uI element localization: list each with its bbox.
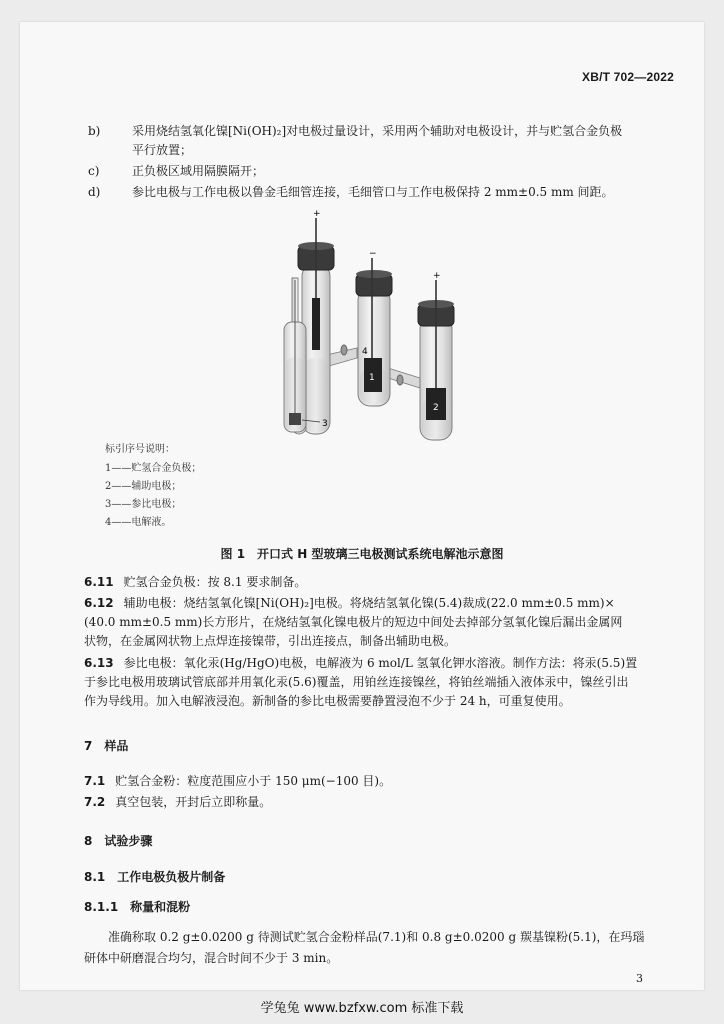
paragraph-8-1-1 [84,927,650,969]
clause-6-12 [84,594,650,651]
paragraph-line: 准确称取 0.2 g±0.0200 g 待测试贮氢合金粉样品(7.1)和 0.8 g±0.0200 g 羰基镍粉(5.1)，在玛瑙 [108,930,645,944]
section-8-1-heading [84,868,225,885]
callout-1: 1 [369,373,375,383]
legend-item: 1——贮氢合金负极； [105,463,202,474]
callout-4: 4 [362,347,368,357]
list-text-line: 平行放置； [132,143,193,157]
clause-text: (40.0 mm±0.5 mm)长方形片，在烧结氢氧化镍电极片的短边中间处去掉部分氢氧化镍后漏出金属网 [84,615,623,629]
heading-text: 工作电极负极片制备 [117,870,226,884]
heading-text: 称量和混粉 [130,900,191,914]
heading-number: 7 [84,739,93,753]
list-mark: d) [88,185,101,199]
list-mark: c) [88,164,100,178]
figure-caption: 图 1 开口式 H 型玻璃三电极测试系统电解池示意图 [220,547,504,561]
page-number: 3 [636,972,643,985]
section-8-1-1-heading [84,898,190,915]
list-mark: b) [88,124,101,138]
callout-3: 3 [322,419,328,429]
minus-sign-middle: − [369,249,377,259]
clause-text: 参比电极：氧化汞(Hg/HgO)电极，电解液为 6 mol/L 氢氧化钾水溶液。制作方法：将汞(5.5)置 [123,656,638,670]
heading-text: 试验步骤 [104,834,153,848]
legend-item: 4——电解液。 [105,517,172,528]
clause-6-13 [84,654,650,711]
clause-text: 作为导线用。加入电解液浸泡。新制备的参比电极需要静置浸泡不少于 24 h，可重复使用。 [84,694,571,708]
cell-diagram [262,208,462,448]
clause-text: 状物，在金属网状物上点焊连接镍带，引出连接点，制备出辅助电极。 [84,634,457,648]
electrolytic-cell-figure [262,208,462,448]
heading-number: 8.1 [84,870,106,884]
paragraph-line: 研体中研磨混合均匀，混合时间不少于 3 min。 [84,951,339,965]
clause-number: 6.12 [84,596,114,610]
heading-text: 样品 [104,739,129,753]
section-7-heading [84,737,128,754]
clause-number: 6.13 [84,656,114,670]
clause-number: 7.1 [84,774,106,788]
heading-number: 8.1.1 [84,900,119,914]
legend-title: 标引序号说明： [105,444,175,455]
clause-number: 7.2 [84,795,106,809]
list-text-line: 采用烧结氢氧化镍[Ni(OH)₂]对电极过量设计，采用两个辅助对电极设计，并与贮氢合金负极 [132,124,623,138]
middle-compartment [341,258,392,406]
plus-sign-left: + [313,209,321,219]
legend-item: 2——辅助电极； [105,481,182,492]
clause-text: 贮氢合金粉：粒度范围应小于 150 μm(−100 目)。 [115,774,392,788]
clause-text: 真空包装，开封后立即称量。 [115,795,272,809]
bridge-tube-right [388,368,420,388]
clause-7-1 [84,772,650,791]
list-text-line: 参比电极与工作电极以鲁金毛细管连接，毛细管口与工作电极保持 2 mm±0.5 mm 间距。 [132,185,614,199]
clause-text: 贮氢合金负极：按 8.1 要求制备。 [123,575,307,589]
clause-text: 辅助电极：烧结氢氧化镍[Ni(OH)₂]电极。将烧结氢氧化镍(5.4)裁成(22.0 mm±0.5 mm)× [123,596,615,610]
list-text-line: 正负极区域用隔膜隔开； [132,164,265,178]
clause-7-2 [84,793,650,812]
plus-sign-right: + [433,271,441,281]
legend-item: 3——参比电极； [105,499,182,510]
section-8-heading [84,832,152,849]
clause-text: 于参比电极用玻璃试管底部并用氧化汞(5.6)覆盖，用铂丝连接镍丝，将铂丝端插入液体汞中，镍丝引出 [84,675,629,689]
right-compartment [397,280,454,440]
callout-2: 2 [433,403,439,413]
clause-number: 6.11 [84,575,114,589]
standard-code: XB/T 702—2022 [582,70,674,84]
site-footer: 学兔兔 www.bzfxw.com 标准下载 [260,1001,464,1016]
heading-number: 8 [84,834,93,848]
clause-6-11 [84,573,650,592]
